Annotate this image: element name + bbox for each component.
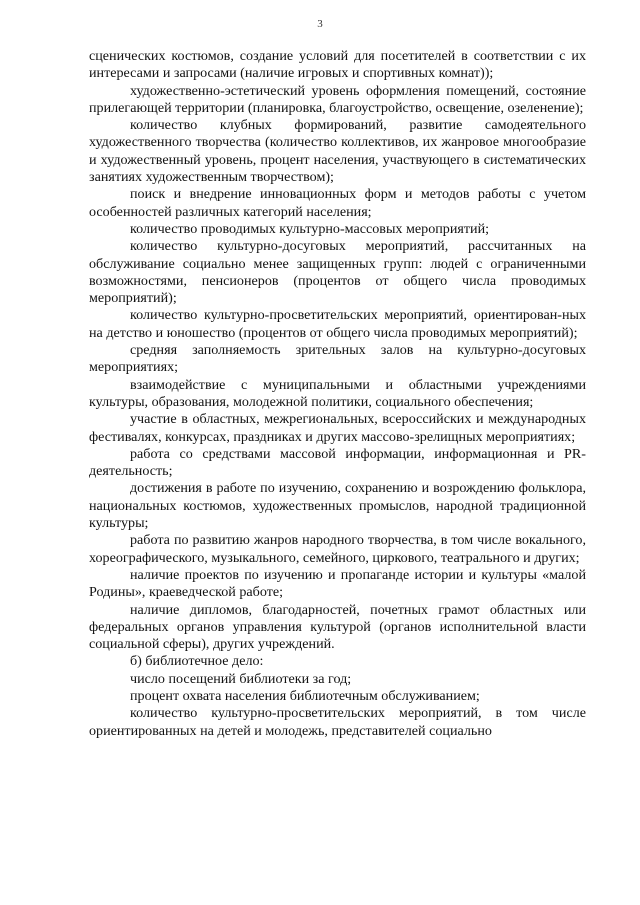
paragraph: наличие проектов по изучению и пропаганде истории и культуры «малой Родины», краеведческой работе; — [89, 566, 586, 601]
paragraph: наличие дипломов, благодарностей, почетных грамот областных или федеральных органов управления культурой (органов исполнительной власти социальной сферы), других учреждений. — [89, 601, 586, 653]
document-body — [89, 48, 586, 740]
paragraph: поиск и внедрение инновационных форм и методов работы с учетом особенностей различных категорий населения; — [89, 186, 586, 220]
paragraph: количество культурно-просветительских мероприятий, в том числе ориентированных на детей и молодежь, представителей социально — [89, 705, 586, 739]
paragraph: средняя заполняемость зрительных залов на культурно-досуговых мероприятиях; — [89, 342, 586, 376]
paragraph: работа по развитию жанров народного творчества, в том числе вокального, хореографического, музыкального, семейного, циркового, театрального и других; — [89, 532, 586, 566]
paragraph: число посещений библиотеки за год; — [130, 670, 352, 687]
paragraph: сценических костюмов, создание условий для посетителей в соответствии с их интересами и запросами (наличие игровых и спортивных комнат)); — [89, 48, 586, 82]
paragraph: количество клубных формирований, развитие самодеятельного художественного творчества (количество коллективов, их жанровое многообразие и художественный уровень, процент населения, участвующего в систематических занятиях художественным творчеством); — [89, 117, 586, 186]
paragraph: достижения в работе по изучению, сохранению и возрождению фольклора, национальных костюмов, художественных промыслов, народной традиционной культуры; — [89, 480, 586, 532]
paragraph: количество проводимых культурно-массовых мероприятий; — [130, 220, 490, 237]
paragraph: взаимодействие с муниципальными и областными учреждениями культуры, образования, молодежной политики, социального обеспечения; — [89, 376, 586, 410]
paragraph: количество культурно-просветительских мероприятий, ориентирован-ных на детство и юношество (процентов от общего числа проводимых мероприятий); — [89, 307, 586, 341]
page-number: 3 — [317, 18, 323, 30]
section-heading: б) библиотечное дело: — [130, 653, 264, 670]
paragraph: участие в областных, межрегиональных, всероссийских и международных фестивалях, конкурсах, праздниках и других массово-зрелищных мероприятиях; — [89, 411, 586, 445]
paragraph: количество культурно-досуговых мероприятий, рассчитанных на обслуживание социально менее защищенных групп: людей с ограниченными возможностями, пенсионеров (процентов от общего числа проводимых мероприятий); — [89, 238, 586, 307]
paragraph: художественно-эстетический уровень оформления помещений, состояние прилегающей территории (планировка, благоустройство, освещение, озеленение); — [89, 82, 586, 116]
paragraph: работа со средствами массовой информации, информационная и PR-деятельность; — [89, 445, 586, 480]
paragraph: процент охвата населения библиотечным обслуживанием; — [130, 687, 480, 704]
